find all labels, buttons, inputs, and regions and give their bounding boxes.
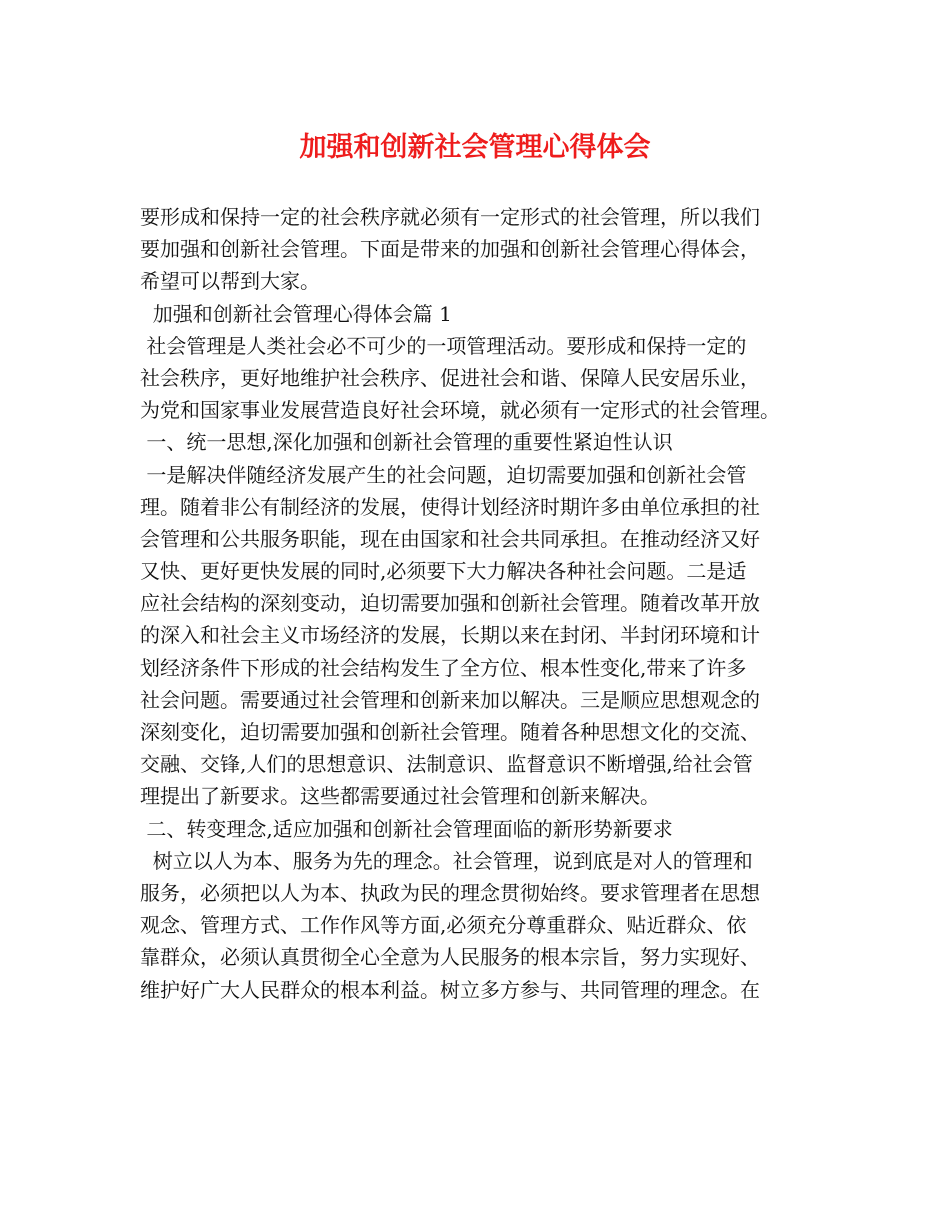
- body-line: 又快、更好更快发展的同时,必须要下大力解决各种社会问题。二是适: [140, 559, 747, 584]
- section-heading: 一、统一思想,深化加强和创新社会管理的重要性紧迫性认识: [140, 430, 673, 455]
- document-body: [140, 201, 830, 1006]
- section-heading: 二、转变理念,适应加强和创新社会管理面临的新形势新要求: [140, 816, 673, 841]
- document-title: 加强和创新社会管理心得体会: [299, 132, 651, 163]
- section-heading: 加强和创新社会管理心得体会篇 1: [140, 301, 452, 326]
- body-line: 维护好广大人民群众的根本利益。树立多方参与、共同管理的理念。在: [140, 977, 760, 1002]
- body-line: 靠群众，必须认真贯彻全心全意为人民服务的根本宗旨，努力实现好、: [140, 945, 760, 970]
- body-line: 为党和国家事业发展营造良好社会环境，就必须有一定形式的社会管理。: [140, 398, 780, 423]
- body-line: 深刻变化，迫切需要加强和创新社会管理。随着各种思想文化的交流、: [140, 720, 760, 744]
- body-line: 的深入和社会主义市场经济的发展，长期以来在封闭、半封闭环境和计: [140, 623, 760, 648]
- body-line: 希望可以帮到大家。: [140, 269, 320, 294]
- body-line: 观念、管理方式、工作作风等方面,必须充分尊重群众、贴近群众、依: [140, 913, 747, 938]
- body-line: 应社会结构的深刻变动，迫切需要加强和创新社会管理。随着改革开放: [140, 591, 760, 616]
- body-line: 树立以人为本、服务为先的理念。社会管理，说到底是对人的管理和: [140, 848, 753, 873]
- body-line: 交融、交锋,人们的思想意识、法制意识、监督意识不断增强,给社会管: [140, 752, 753, 777]
- body-line: 社会秩序，更好地维护社会秩序、促进社会和谐、保障人民安居乐业，: [140, 365, 760, 390]
- body-line: 理提出了新要求。这些都需要通过社会管理和创新来解决。: [140, 784, 660, 809]
- body-line: 社会问题。需要通过社会管理和创新来加以解决。三是顺应思想观念的: [140, 687, 760, 712]
- body-line: 要形成和保持一定的社会秩序就必须有一定形式的社会管理，所以我们: [140, 205, 760, 229]
- body-line: 要加强和创新社会管理。下面是带来的加强和创新社会管理心得体会，: [140, 237, 760, 262]
- body-line: 社会管理是人类社会必不可少的一项管理活动。要形成和保持一定的: [140, 333, 747, 358]
- body-line: 服务，必须把以人为本、执政为民的理念贯彻始终。要求管理者在思想: [140, 880, 760, 905]
- body-line: 理。随着非公有制经济的发展，使得计划经济时期许多由单位承担的社: [140, 494, 760, 519]
- body-line: 会管理和公共服务职能，现在由国家和社会共同承担。在推动经济又好: [140, 526, 760, 551]
- body-line: 划经济条件下形成的社会结构发生了全方位、根本性变化,带来了许多: [140, 655, 747, 680]
- body-line: 一是解决伴随经济发展产生的社会问题，迫切需要加强和创新社会管: [140, 462, 747, 487]
